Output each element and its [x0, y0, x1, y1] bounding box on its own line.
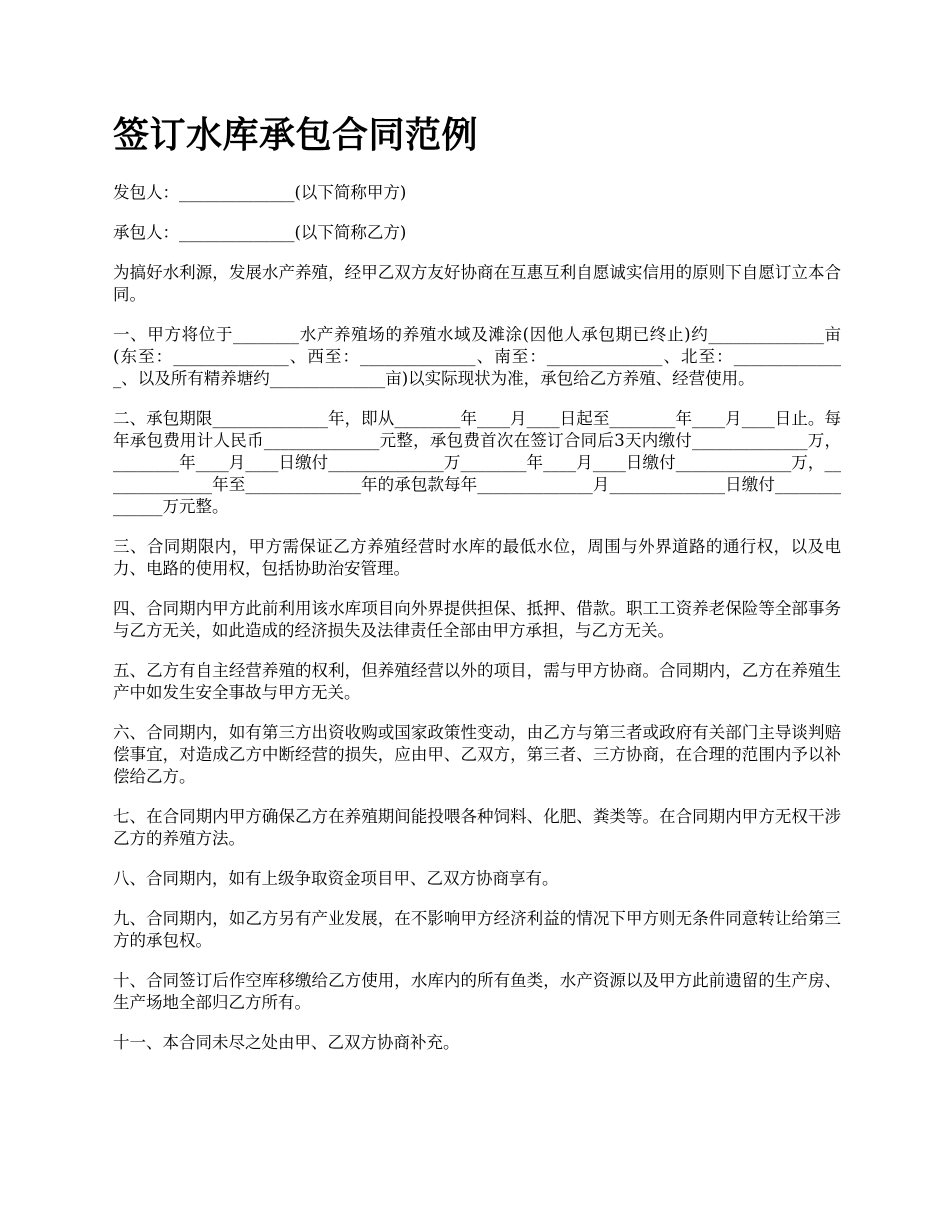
clause-9-paragraph: 九、合同期内，如乙方另有产业发展，在不影响甲方经济利益的情况下甲方则无条件同意转让给第三方的承包权。: [113, 909, 841, 950]
clause-4-paragraph: 四、合同期内甲方此前利用该水库项目向外界提供担保、抵押、借款。职工工资养老保险等全部事务与乙方无关，如此造成的经济损失及法律责任全部由甲方承担，与乙方无关。: [113, 599, 841, 640]
party-a-line: 发包人：______________(以下简称甲方): [113, 183, 407, 202]
clause-5-paragraph: 五、乙方有自主经营养殖的权利，但养殖经营以外的项目，需与甲方协商。合同期内，乙方在养殖生产中如发生安全事故与甲方无关。: [113, 661, 841, 702]
clause-2-paragraph: 二、承包期限______________年，即从________年____月____日起至________年____月____日止。每年承包费用计人民币______________元整，承包费首次在签订合同后3天内缴付______________万，________年____月____日缴付______________万________年____月____日缴付______________万，______________年至______________年的承包款每年______________月______________日缴付______________万元整。: [113, 409, 841, 516]
preamble-paragraph: 为搞好水利源，发展水产养殖，经甲乙双方友好协商在互惠互利自愿诚实信用的原则下自愿订立本合同。: [113, 263, 841, 304]
clause-11-paragraph: 十一、本合同未尽之处由甲、乙双方协商补充。: [113, 1033, 460, 1052]
clause-10-paragraph: 十、合同签订后作空库移缴给乙方使用，水库内的所有鱼类，水产资源以及甲方此前遗留的生产房、生产场地全部归乙方所有。: [113, 971, 841, 1012]
clause-3-paragraph: 三、合同期限内，甲方需保证乙方养殖经营时水库的最低水位，周围与外界道路的通行权，以及电力、电路的使用权，包括协助治安管理。: [113, 537, 841, 578]
document-page: [113, 112, 841, 1072]
clause-7-paragraph: 七、在合同期内甲方确保乙方在养殖期间能投喂各种饲料、化肥、粪类等。在合同期内甲方无权干涉乙方的养殖方法。: [113, 807, 841, 848]
document-title: 签订水库承包合同范例: [113, 115, 479, 156]
clause-1-paragraph: 一、甲方将位于________水产养殖场的养殖水域及滩涂(因他人承包期已终止)约______________亩(东至：______________、西至：______________、南至：______________、北至：______________、以及所有精养塘约______________亩)以实际现状为准，承包给乙方养殖、经营使用。: [113, 325, 841, 388]
clause-8-paragraph: 八、合同期内，如有上级争取资金项目甲、乙双方协商享有。: [113, 869, 559, 888]
clause-6-paragraph: 六、合同期内，如有第三方出资收购或国家政策性变动，由乙方与第三者或政府有关部门主导谈判赔偿事宜，对造成乙方中断经营的损失，应由甲、乙双方，第三者、三方协商，在合理的范围内予以补偿给乙方。: [113, 723, 841, 786]
party-b-line: 承包人：______________(以下简称乙方): [113, 223, 407, 242]
